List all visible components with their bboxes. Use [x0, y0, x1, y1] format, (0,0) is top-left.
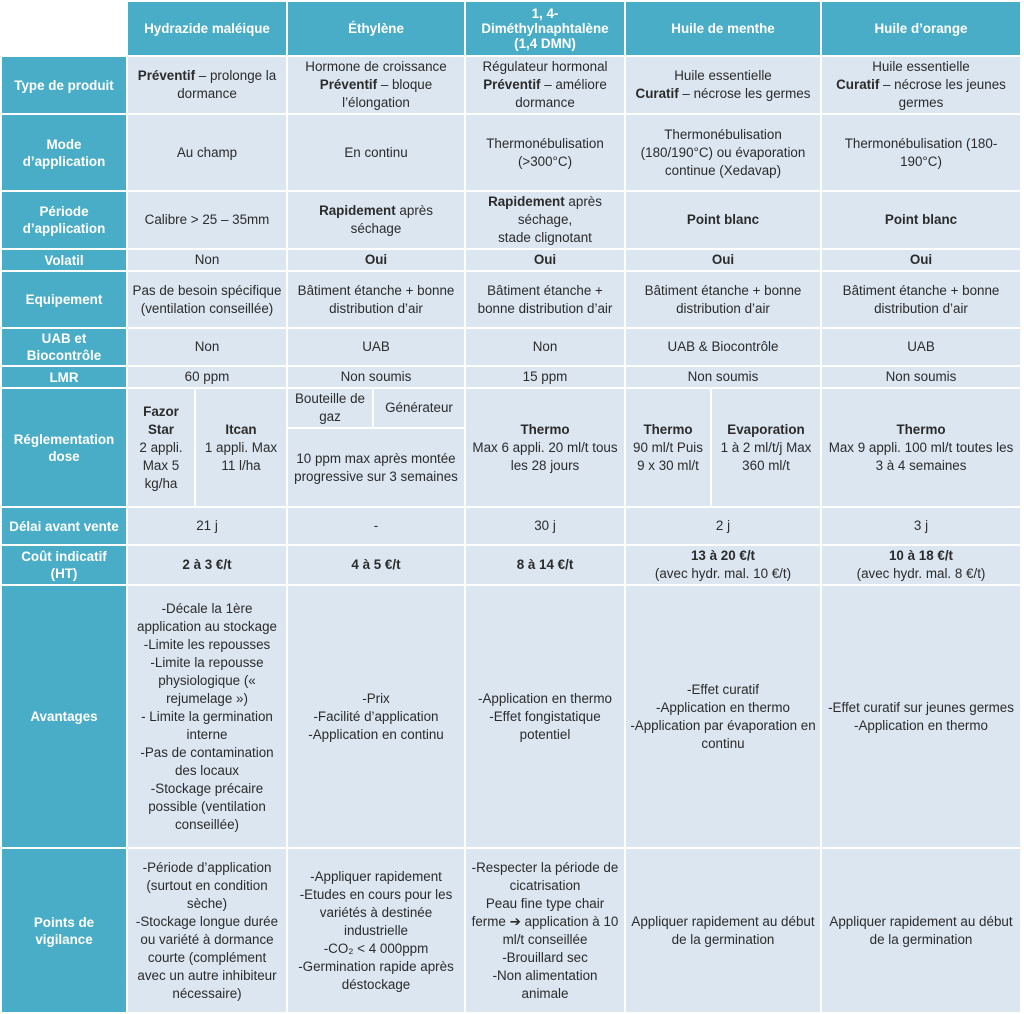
- cell-bold: Thermo: [520, 421, 570, 437]
- table-row: [1, 585, 1021, 848]
- cell-text: – améliore dormance: [515, 77, 607, 110]
- cell-bold: Curatif: [635, 86, 679, 101]
- list-item: -Application par évaporation en continu: [630, 717, 816, 751]
- row-header-lmr: LMR: [1, 366, 127, 388]
- cell-bold: Préventif: [483, 77, 541, 92]
- list-item: -Limite la repousse physiologique (« rejumelage »): [150, 654, 264, 706]
- cell-text: 2 appli. Max 5 kg/ha: [139, 439, 183, 491]
- cell-regl-menthe-thermo: [625, 388, 711, 507]
- cell-bold: Rapidement: [488, 194, 565, 209]
- list-item: -Application en thermo: [478, 690, 612, 706]
- cell-uab-menthe: UAB & Biocontrôle: [625, 328, 821, 366]
- cell-text: Huile essentielle: [674, 68, 772, 83]
- cell-bold: Rapidement: [319, 203, 396, 218]
- cell-avantages-dmn: [465, 585, 625, 848]
- table-row: [1, 56, 1021, 114]
- cell-bold: Curatif: [836, 77, 880, 92]
- list-item: -Pas de contamination des locaux: [140, 744, 274, 778]
- cell-type-orange: [821, 56, 1021, 114]
- row-header-uab: UAB et Biocontrôle: [1, 328, 127, 366]
- cell-bold: Thermo: [896, 421, 946, 437]
- col-header-orange: Huile d’orange: [821, 1, 1021, 56]
- cell-type-menthe: [625, 56, 821, 114]
- cell-volatil-orange: Oui: [821, 249, 1021, 271]
- cell-type-hydrazide: [127, 56, 287, 114]
- cell-text: – bloque l’élongation: [342, 77, 433, 110]
- cell-regl-ethylene-dose: 10 ppm max après montée progressive sur 3 semaines: [287, 428, 465, 507]
- cell-text: 90 ml/t Puis 9 x 30 ml/t: [633, 439, 703, 473]
- table-row: [1, 191, 1021, 249]
- cell-mode-ethylene: En continu: [287, 114, 465, 191]
- row-header-mode-application: Mode d’application: [1, 114, 127, 191]
- cell-regl-itcan: [195, 388, 287, 507]
- row-header-delai: Délai avant vente: [1, 507, 127, 545]
- cell-uab-orange: UAB: [821, 328, 1021, 366]
- table-row: [1, 366, 1021, 388]
- list-item: -Application en thermo: [656, 699, 790, 715]
- corner-cell: [1, 1, 127, 56]
- row-header-reglementation: Réglementation dose: [1, 388, 127, 507]
- cell-bold: Préventif: [319, 77, 378, 92]
- col-header-ethylene: Éthylène: [287, 1, 465, 56]
- cell-delai-hydrazide: 21 j: [127, 507, 287, 545]
- cell-equipement-ethylene: Bâtiment étanche + bonne distribution d’air: [287, 271, 465, 328]
- list-item: Appliquer rapidement au début de la germination: [829, 913, 1013, 947]
- list-item: -Période d’application (surtout en condition sèche): [142, 859, 272, 911]
- cell-avantages-ethylene: [287, 585, 465, 848]
- cell-type-dmn: [465, 56, 625, 114]
- cell-cout-hydrazide: 2 à 3 €/t: [127, 545, 287, 585]
- col-header-menthe: Huile de menthe: [625, 1, 821, 56]
- cell-bold: 13 à 20 €/t: [690, 548, 756, 563]
- cell-periode-orange: Point blanc: [821, 191, 1021, 249]
- cell-text: Max 6 appli. 20 ml/t tous les 28 jours: [472, 439, 618, 473]
- cell-equipement-hydrazide: Pas de besoin spécifique (ventilation conseillée): [127, 271, 287, 328]
- list-item: -Effet curatif: [687, 681, 759, 697]
- cell-vigilance-hydrazide: [127, 848, 287, 1013]
- cell-vigilance-ethylene: [287, 848, 465, 1013]
- cell-avantages-orange: [821, 585, 1021, 848]
- cell-equipement-menthe: Bâtiment étanche + bonne distribution d’air: [625, 271, 821, 328]
- list-item: -Prix: [362, 690, 390, 706]
- list-item: -Effet fongistatique potentiel: [489, 708, 601, 742]
- cell-text: – prolonge la dormance: [177, 68, 277, 101]
- cell-avantages-menthe: [625, 585, 821, 848]
- row-header-periode: Période d’application: [1, 191, 127, 249]
- list-item: -Etudes en cours pour les variétés à destinée industrielle: [299, 886, 453, 938]
- cell-volatil-dmn: Oui: [465, 249, 625, 271]
- row-header-volatil: Volatil: [1, 249, 127, 271]
- cell-mode-hydrazide: Au champ: [127, 114, 287, 191]
- table-row: [1, 388, 1021, 428]
- cell-bold: Fazor Star: [143, 403, 179, 437]
- table-row: [1, 507, 1021, 545]
- cell-cout-orange: [821, 545, 1021, 585]
- cell-avantages-hydrazide: [127, 585, 287, 848]
- row-header-vigilance: Points de vigilance: [1, 848, 127, 1013]
- cell-cout-ethylene: 4 à 5 €/t: [287, 545, 465, 585]
- cell-bold: Evaporation: [727, 421, 805, 437]
- list-item: -Stockage précaire possible (ventilation conseillée): [148, 780, 266, 832]
- cell-uab-dmn: Non: [465, 328, 625, 366]
- cell-vigilance-menthe: [625, 848, 821, 1013]
- list-item: -Germination rapide après déstockage: [298, 958, 454, 992]
- row-header-type-produit: Type de produit: [1, 56, 127, 114]
- list-item: -Stockage longue durée ou variété à dormance courte (complément avec un autre inhibiteur nécessaire): [135, 913, 279, 1001]
- cell-bold: Itcan: [225, 421, 257, 437]
- cell-cout-dmn: 8 à 14 €/t: [465, 545, 625, 585]
- cell-equipement-orange: Bâtiment étanche + bonne distribution d’air: [821, 271, 1021, 328]
- list-item: - Limite la germination interne: [141, 708, 273, 742]
- cell-mode-dmn: Thermonébulisation (>300°C): [465, 114, 625, 191]
- list-item: -Facilité d’application: [313, 708, 439, 724]
- cell-text: après séchage,: [517, 194, 602, 227]
- cell-periode-hydrazide: Calibre > 25 – 35mm: [127, 191, 287, 249]
- list-item: -Décale la 1ère application au stockage: [137, 600, 277, 634]
- cell-periode-menthe: Point blanc: [625, 191, 821, 249]
- table-row: [1, 545, 1021, 585]
- list-item: -CO₂ < 4 000ppm: [323, 940, 429, 956]
- cell-vigilance-dmn: [465, 848, 625, 1013]
- cell-volatil-hydrazide: Non: [127, 249, 287, 271]
- cell-bold: 10 à 18 €/t: [888, 548, 954, 563]
- cell-mode-menthe: Thermonébulisation (180/190°C) ou évaporation continue (Xedavap): [625, 114, 821, 191]
- list-item: -Non alimentation animale: [492, 967, 598, 1001]
- cell-delai-orange: 3 j: [821, 507, 1021, 545]
- col-header-hydrazide: Hydrazide maléique: [127, 1, 287, 56]
- cell-lmr-menthe: Non soumis: [625, 366, 821, 388]
- list-item: Appliquer rapidement au début de la germination: [631, 913, 815, 947]
- cell-lmr-dmn: 15 ppm: [465, 366, 625, 388]
- cell-text: après séchage: [350, 203, 433, 236]
- cell-delai-menthe: 2 j: [625, 507, 821, 545]
- header-row: [1, 1, 1021, 56]
- cell-type-ethylene: [287, 56, 465, 114]
- cell-cout-menthe: [625, 545, 821, 585]
- cell-regl-generateur: Générateur: [373, 388, 465, 428]
- cell-regl-bouteille: Bouteille de gaz: [287, 388, 373, 428]
- col-header-dmn: 1, 4-Diméthylnaphtalène (1,4 DMN): [465, 1, 625, 56]
- cell-bold: Préventif: [137, 68, 196, 83]
- cell-delai-dmn: 30 j: [465, 507, 625, 545]
- cell-regl-fazor: [127, 388, 195, 507]
- list-item: Peau fine type chair ferme ➔ application à 10 ml/t conseillée: [471, 895, 619, 947]
- list-item: -Effet curatif sur jeunes germes: [828, 699, 1014, 715]
- cell-text: Hormone de croissance: [305, 59, 447, 74]
- cell-periode-dmn: [465, 191, 625, 249]
- cell-uab-ethylene: UAB: [287, 328, 465, 366]
- table-row: [1, 328, 1021, 366]
- table-row: [1, 848, 1021, 1013]
- cell-regl-dmn: [465, 388, 625, 507]
- table-row: [1, 271, 1021, 328]
- cell-text: 1 appli. Max 11 l/ha: [204, 439, 278, 473]
- cell-volatil-menthe: Oui: [625, 249, 821, 271]
- list-item: -Application en thermo: [854, 717, 988, 733]
- cell-volatil-ethylene: Oui: [287, 249, 465, 271]
- cell-lmr-hydrazide: 60 ppm: [127, 366, 287, 388]
- cell-text: Régulateur hormonal: [482, 59, 608, 74]
- cell-text: Max 9 appli. 100 ml/t toutes les 3 à 4 semaines: [828, 439, 1014, 473]
- cell-text: stade clignotant: [498, 230, 592, 245]
- cell-text: (avec hydr. mal. 10 €/t): [654, 566, 792, 581]
- cell-regl-menthe-evaporation: [711, 388, 821, 507]
- list-item: -Respecter la période de cicatrisation: [471, 859, 619, 893]
- cell-text: 1 à 2 ml/t/j Max 360 ml/t: [720, 439, 812, 473]
- row-header-cout: Coût indicatif (HT): [1, 545, 127, 585]
- table-row: [1, 249, 1021, 271]
- cell-text: – nécrose les jeunes germes: [879, 77, 1006, 110]
- table-row: [1, 114, 1021, 191]
- list-item: -Limite les repousses: [143, 636, 271, 652]
- cell-equipement-dmn: Bâtiment étanche + bonne distribution d’air: [465, 271, 625, 328]
- cell-lmr-orange: Non soumis: [821, 366, 1021, 388]
- cell-text: (avec hydr. mal. 8 €/t): [856, 566, 986, 581]
- cell-text: – nécrose les germes: [678, 86, 811, 101]
- cell-regl-orange: [821, 388, 1021, 507]
- cell-lmr-ethylene: Non soumis: [287, 366, 465, 388]
- row-header-equipement: Equipement: [1, 271, 127, 328]
- cell-mode-orange: Thermonébulisation (180-190°C): [821, 114, 1021, 191]
- cell-text: Huile essentielle: [872, 59, 970, 74]
- cell-uab-hydrazide: Non: [127, 328, 287, 366]
- list-item: -Application en continu: [308, 726, 444, 742]
- cell-periode-ethylene: [287, 191, 465, 249]
- list-item: -Brouillard sec: [502, 949, 588, 965]
- cell-delai-ethylene: -: [287, 507, 465, 545]
- row-header-avantages: Avantages: [1, 585, 127, 848]
- cell-vigilance-orange: [821, 848, 1021, 1013]
- list-item: -Appliquer rapidement: [310, 868, 442, 884]
- cell-bold: Thermo: [643, 421, 693, 437]
